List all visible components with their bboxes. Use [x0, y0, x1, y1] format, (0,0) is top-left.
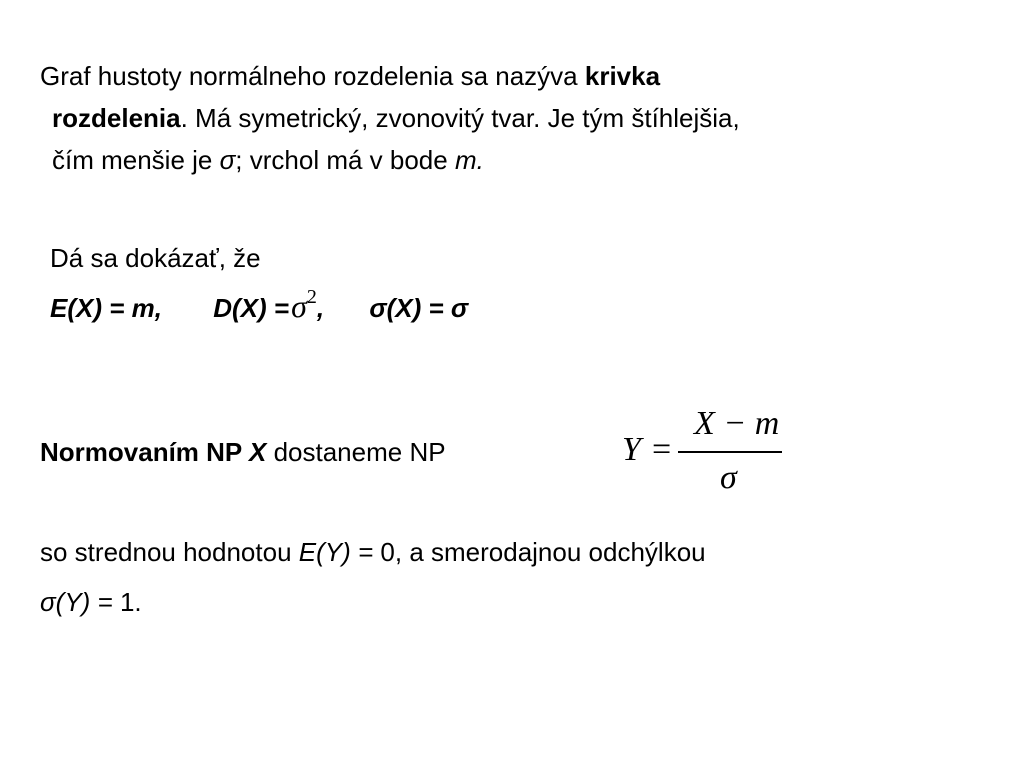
variable-x: X	[249, 437, 267, 467]
text-segment: čím menšie je	[52, 145, 220, 175]
term-rozdelenia: rozdelenia	[52, 103, 181, 133]
sigma-symbol: σ	[219, 145, 236, 175]
text-normovanie	[40, 436, 446, 468]
text-line-3	[52, 144, 484, 176]
text-intro-proof	[50, 242, 261, 274]
stddev-formula: σ(X) = σ	[369, 293, 469, 323]
text-segment: so strednou hodnotou	[40, 537, 299, 567]
text-segment: dostaneme NP	[266, 437, 446, 467]
ey-formula: E(Y) =	[298, 537, 374, 567]
formula-lhs: Y	[622, 431, 641, 468]
text-segment: 1.	[112, 587, 142, 617]
text-line-1	[40, 60, 660, 92]
text-line-sigma-y	[40, 586, 142, 618]
text-bold-normovanim: Normovaním NP	[40, 437, 250, 467]
variance-comma: ,	[316, 293, 325, 323]
standardization-formula	[618, 404, 798, 500]
text-line-2	[52, 102, 740, 134]
fraction-bar	[678, 451, 782, 453]
formula-line-moments	[50, 286, 469, 327]
formula-denominator: σ	[720, 459, 737, 496]
formula-equals: =	[652, 431, 672, 468]
text-segment: ; vrchol má v bode	[235, 145, 455, 175]
text-segment: 0, a smerodajnou odchýlkou	[373, 537, 706, 567]
m-symbol: m.	[454, 145, 484, 175]
term-krivka: krivka	[584, 61, 661, 91]
text-segment: Dá sa dokázať, že	[50, 243, 261, 273]
formula-numerator: X − m	[694, 405, 780, 442]
variance-exponent: 2	[306, 286, 317, 308]
sy-formula: σ(Y) =	[40, 587, 113, 617]
variance-sigma: σ	[291, 288, 307, 324]
text-line-mean-sd	[40, 536, 706, 568]
text-segment: . Má symetrický, zvonovitý tvar. Je tým štíhlejšia,	[180, 103, 740, 133]
text-segment: Graf hustoty normálneho rozdelenia sa nazýva	[40, 61, 585, 91]
expectation-formula: E(X) = m,	[50, 293, 162, 323]
variance-label: D(X) =	[213, 293, 290, 323]
